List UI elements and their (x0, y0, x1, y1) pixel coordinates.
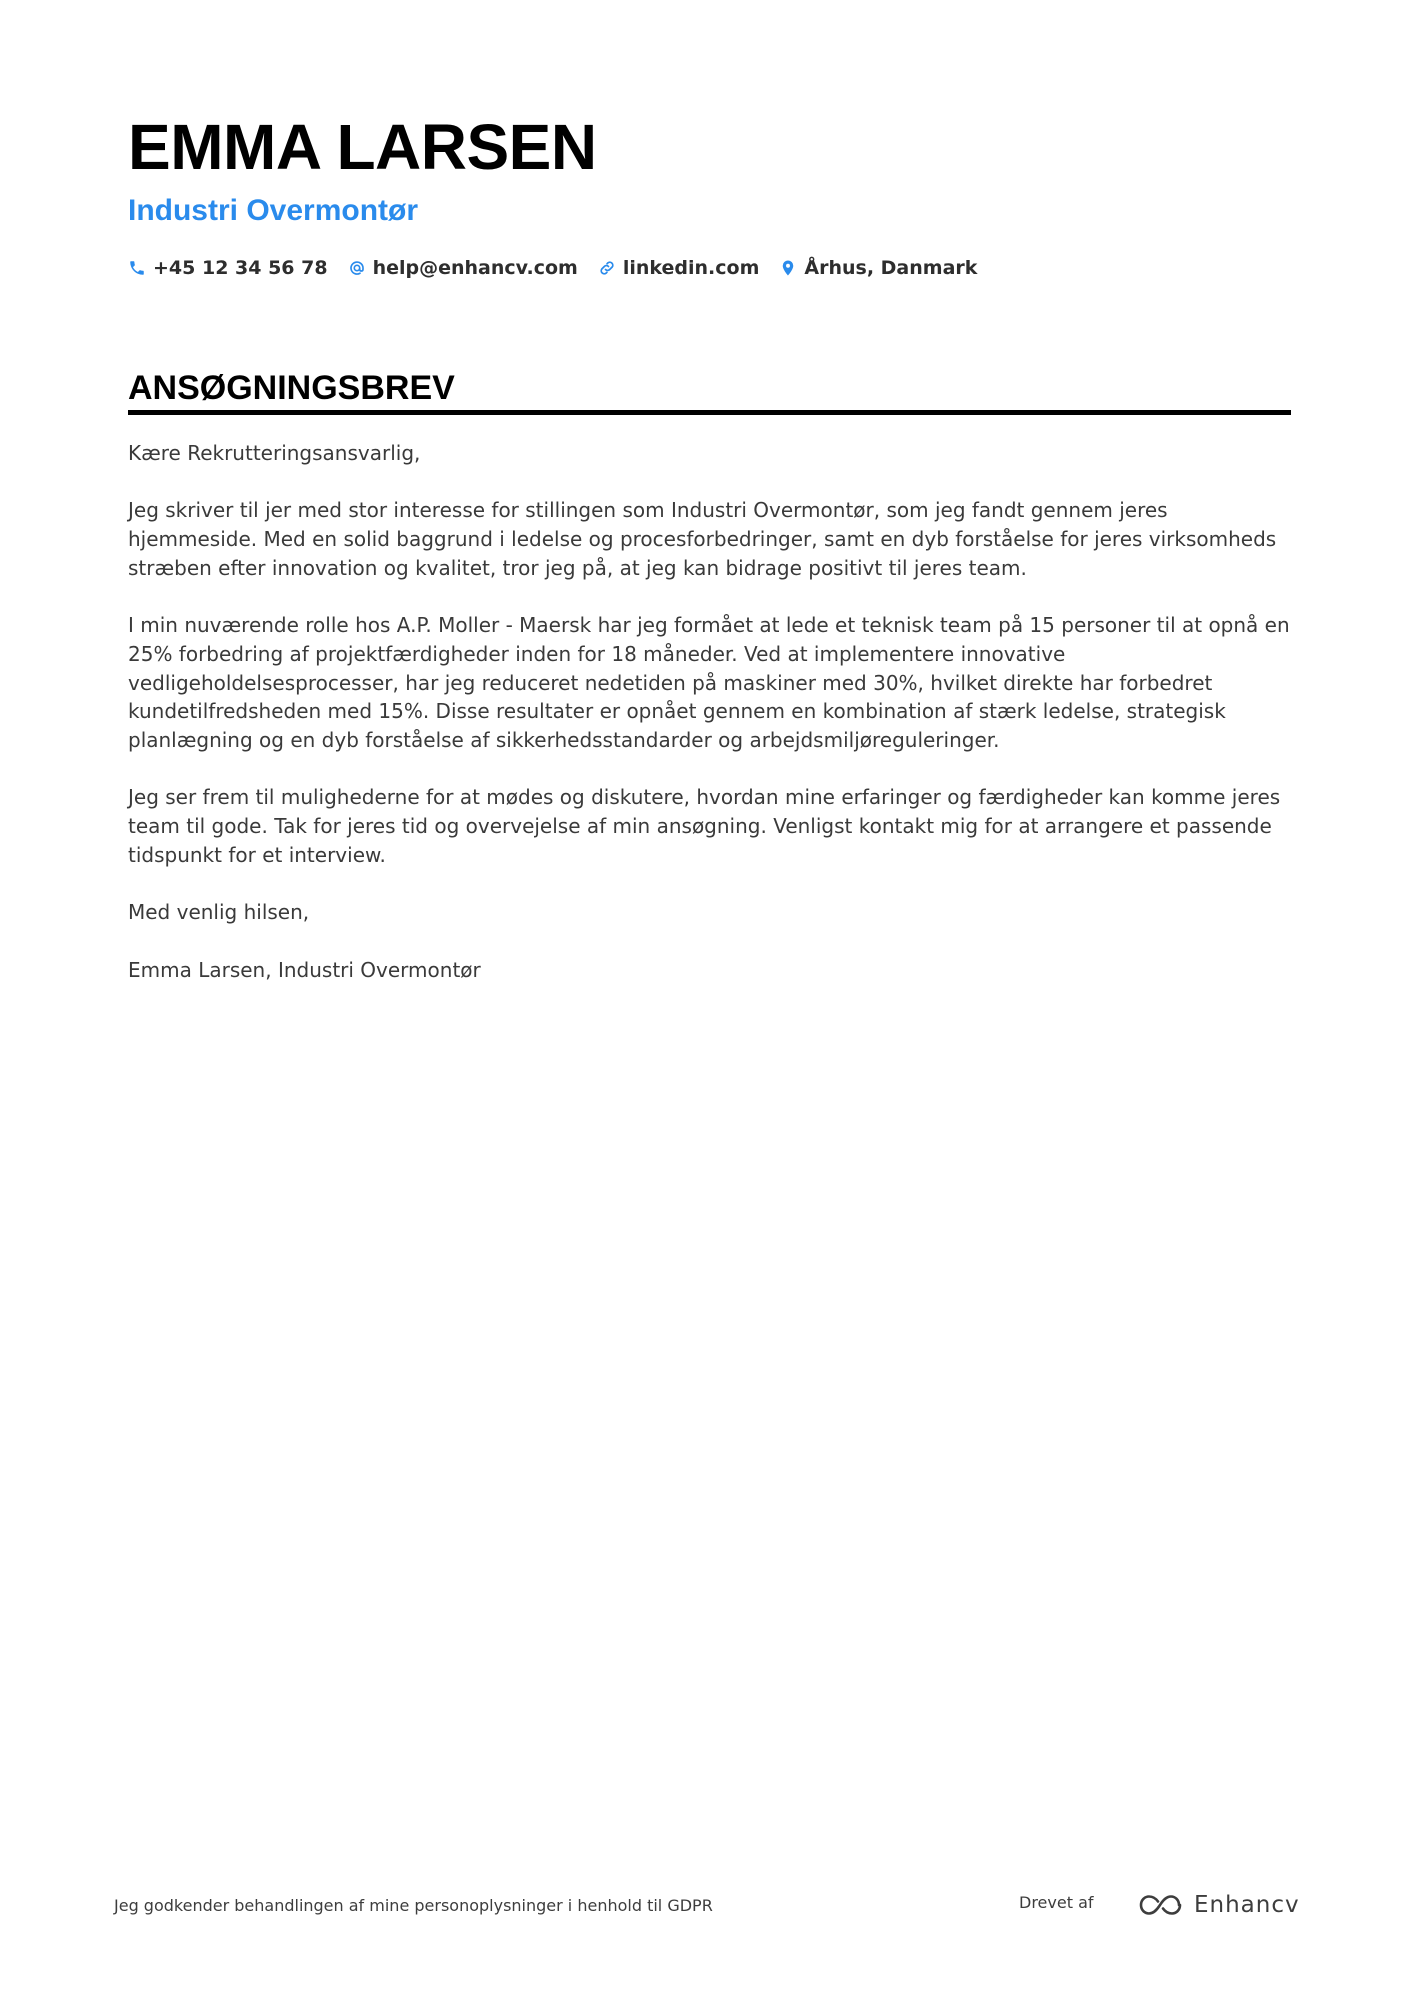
job-title: Industri Overmontør (128, 194, 419, 227)
contact-bar (128, 253, 977, 283)
enhancv-logo-icon (1138, 1893, 1184, 1917)
contact-location (779, 257, 977, 279)
letter-body (128, 439, 1298, 1013)
section-divider (128, 410, 1291, 415)
letter-paragraph-3: Jeg ser frem til mulighederne for at mødes og diskutere, hvordan mine erfaringer og færdigheder kan komme jeres team til gode. Tak for jeres tid og overvejelse af min ansøgning. Venligst kontakt mig for at arrangere et passende tidspunkt for et interview. (128, 785, 1281, 867)
contact-phone-text: +45 12 34 56 78 (153, 257, 328, 279)
contact-location-text: Århus, Danmark (804, 257, 978, 279)
brand-name: Enhancv (1194, 1892, 1300, 1918)
contact-email-text: help@enhancv.com (372, 257, 578, 279)
letter-signature: Emma Larsen, Industri Overmontør (128, 957, 481, 982)
contact-linkedin-text: linkedin.com (622, 257, 760, 279)
gdpr-consent-text: Jeg godkender behandlingen af mine personoplysninger i henhold til GDPR (114, 1896, 713, 1915)
section-title: ANSØGNINGSBREV (128, 369, 455, 407)
letter-paragraph-2: I min nuværende rolle hos A.P. Moller - Maersk har jeg formået at lede et teknisk team på 15 personer til at opnå en 25% forbedring af projektfærdigheder inden for 18 måneder. Ved at implementere innovative vedligeholdelsesprocesser, har jeg reduceret nedetiden på maskiner med 30%, hvilket direkte har forbedret kundetilfredsheden med 15%. Disse resultater er opnået gennem en kombination af stærk ledelse, strategisk planlægning og en dyb forståelse af sikkerhedsstandarder og arbejdsmiljøreguleringer. (128, 613, 1290, 752)
phone-icon (128, 259, 146, 277)
powered-by-text: Drevet af (1019, 1893, 1094, 1912)
brand-logo[interactable] (1138, 1888, 1300, 1922)
at-icon (348, 259, 366, 277)
link-icon (598, 259, 616, 277)
contact-email[interactable] (348, 257, 578, 279)
location-pin-icon (779, 259, 797, 277)
applicant-name: EMMA LARSEN (128, 111, 597, 183)
letter-closing: Med venlig hilsen, (128, 900, 310, 925)
letter-paragraph-1: Jeg skriver til jer med stor interesse for stillingen som Industri Overmontør, som jeg fandt gennem jeres hjemmeside. Med en solid baggrund i ledelse og procesforbedringer, samt en dyb forståelse for jeres virksomheds stræben efter innovation og kvalitet, tror jeg på, at jeg kan bidrage positivt til jeres team. (128, 498, 1277, 580)
contact-phone[interactable] (128, 257, 328, 279)
letter-salutation: Kære Rekrutteringsansvarlig, (128, 441, 421, 465)
contact-linkedin[interactable] (598, 257, 760, 279)
